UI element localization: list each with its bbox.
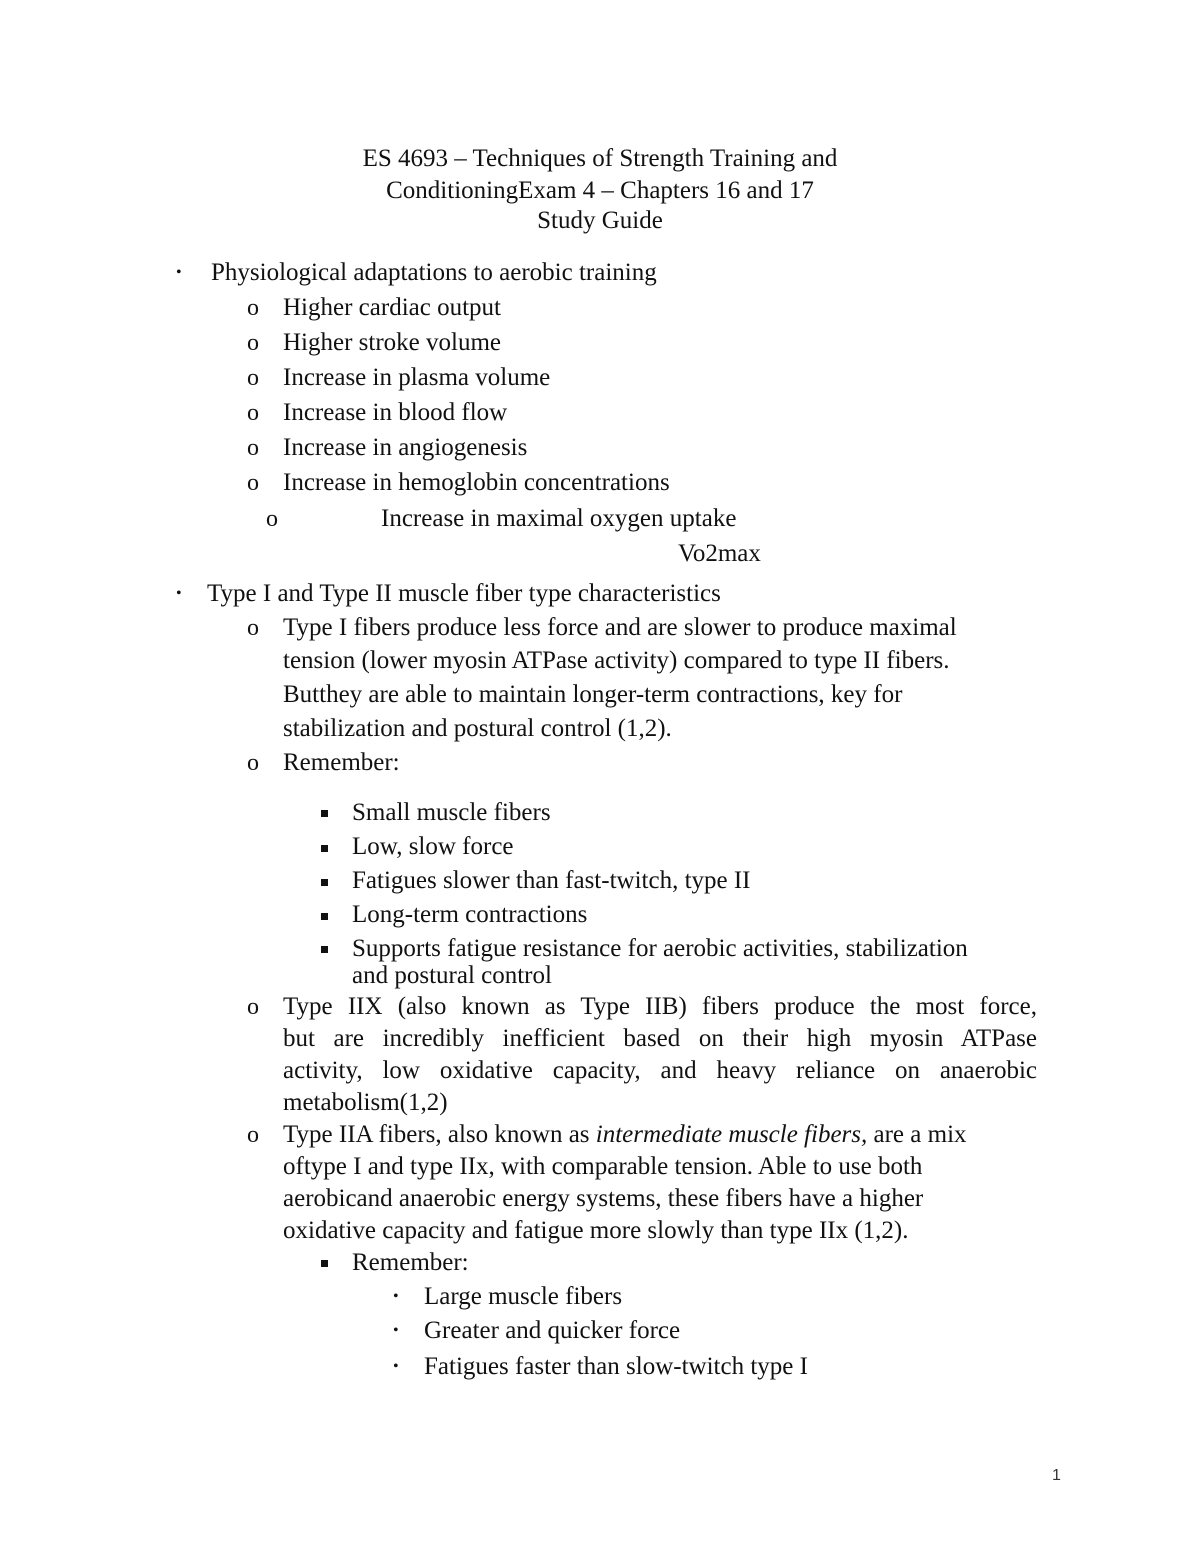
type1-remember-item: Small muscle fibers: [352, 799, 551, 826]
circle-bullet-icon: o: [247, 470, 259, 496]
type1-remember-item: Long-term contractions: [352, 901, 588, 928]
bullet-dot-icon: •: [393, 1322, 399, 1339]
title-line-2: ConditioningExam 4 – Chapters 16 and 17: [386, 177, 814, 204]
type2a-line-1: Type IIA fibers, also known as intermediate muscle fibers, are a mix: [283, 1121, 967, 1148]
circle-bullet-icon: o: [247, 750, 259, 776]
square-bullet-icon: [321, 946, 328, 953]
circle-bullet-icon: o: [247, 330, 259, 356]
square-bullet-icon: [321, 879, 328, 886]
title-line-3: Study Guide: [537, 207, 663, 234]
circle-bullet-icon: o: [247, 365, 259, 391]
section1-last-item: Increase in maximal oxygen uptake: [381, 505, 737, 532]
type2a-line: aerobicand anaerobic energy systems, these fibers have a higher: [283, 1185, 924, 1212]
square-bullet-icon: [321, 810, 328, 817]
section1-item: Increase in plasma volume: [283, 364, 551, 391]
square-bullet-icon: [321, 1260, 328, 1267]
type1-line: stabilization and postural control (1,2).: [283, 715, 672, 742]
type2x-line: activity, low oxidative capacity, and heavy reliance on anaerobic: [283, 1057, 1037, 1084]
bullet-dot-icon: •: [393, 1358, 399, 1375]
circle-bullet-icon: o: [247, 1122, 259, 1148]
circle-bullet-icon: o: [266, 506, 278, 532]
type2a-remember-item: Greater and quicker force: [424, 1317, 681, 1344]
title-line-1: ES 4693 – Techniques of Strength Training and: [362, 145, 838, 172]
section1-item: Increase in hemoglobin concentrations: [283, 469, 670, 496]
type2x-line: but are incredibly inefficient based on their high myosin ATPase: [283, 1025, 1037, 1052]
section1-last-item-cont: Vo2max: [678, 540, 761, 567]
section1-item: Increase in angiogenesis: [283, 434, 528, 461]
section1-heading: Physiological adaptations to aerobic training: [211, 259, 657, 286]
type2x-line-last: metabolism(1,2): [283, 1089, 448, 1116]
bullet-dot-icon: •: [176, 264, 182, 281]
remember-label: Remember:: [283, 749, 400, 776]
type2a-line: oxidative capacity and fatigue more slowly than type IIx (1,2).: [283, 1217, 909, 1244]
square-bullet-icon: [321, 845, 328, 852]
type2a-remember-label: Remember:: [352, 1249, 469, 1276]
type1-line: Type I fibers produce less force and are slower to produce maximal: [283, 614, 957, 641]
type2a-line: oftype I and type IIx, with comparable tension. Able to use both: [283, 1153, 923, 1180]
bullet-dot-icon: •: [393, 1288, 399, 1305]
square-bullet-icon: [321, 913, 328, 920]
section1-item: Increase in blood flow: [283, 399, 508, 426]
circle-bullet-icon: o: [247, 435, 259, 461]
type1-remember-item: Supports fatigue resistance for aerobic activities, stabilization: [352, 935, 968, 962]
section2-heading: Type I and Type II muscle fiber type characteristics: [207, 580, 721, 607]
circle-bullet-icon: o: [247, 615, 259, 641]
section1-item: Higher stroke volume: [283, 329, 502, 356]
type1-remember-item: Low, slow force: [352, 833, 514, 860]
page-number: 1: [1052, 1467, 1061, 1484]
circle-bullet-icon: o: [247, 400, 259, 426]
type2x-line: Type IIX (also known as Type IIB) fibers produce the most force,: [283, 993, 1037, 1020]
circle-bullet-icon: o: [247, 994, 259, 1020]
type2a-remember-item: Fatigues faster than slow-twitch type I: [424, 1353, 808, 1380]
circle-bullet-icon: o: [247, 295, 259, 321]
bullet-dot-icon: •: [176, 585, 182, 602]
type2a-remember-item: Large muscle fibers: [424, 1283, 623, 1310]
type1-line: Butthey are able to maintain longer-term contractions, key for: [283, 681, 903, 708]
type1-line: tension (lower myosin ATPase activity) compared to type II fibers.: [283, 647, 950, 674]
type1-remember-item: Fatigues slower than fast-twitch, type II: [352, 867, 751, 894]
type1-remember-item-cont: and postural control: [352, 962, 552, 989]
section1-item: Higher cardiac output: [283, 294, 501, 321]
intermediate-fibers-emphasis: intermediate muscle fibers,: [595, 1121, 868, 1148]
